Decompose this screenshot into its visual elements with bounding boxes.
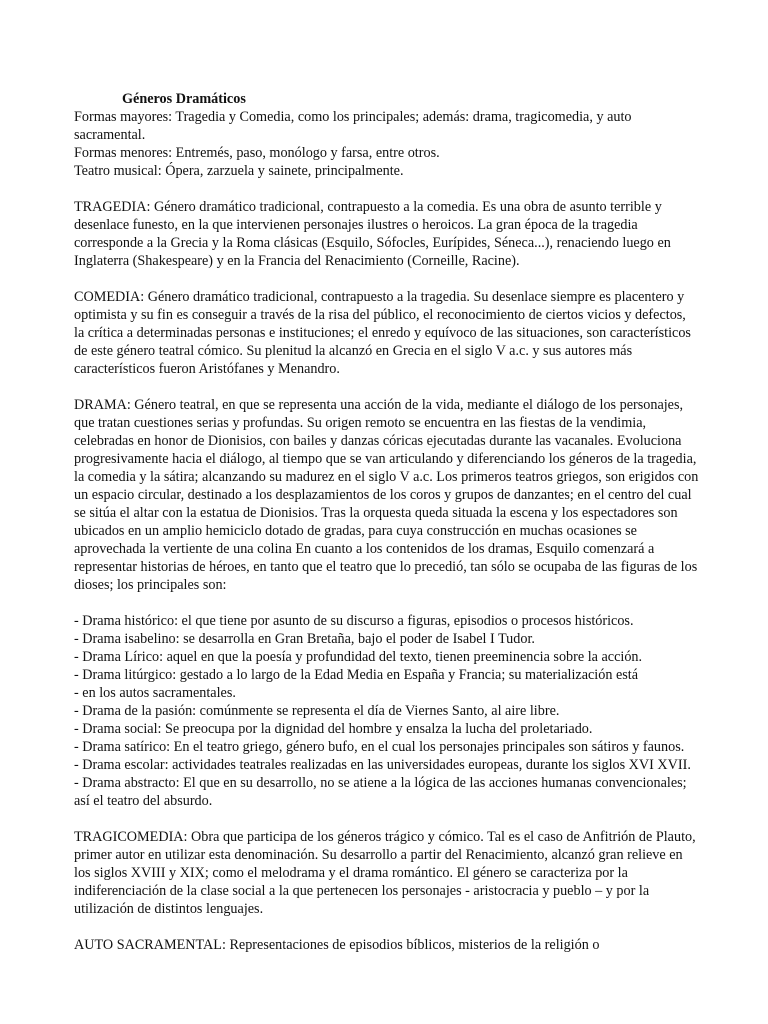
intro-line-teatro-musical: Teatro musical: Ópera, zarzuela y sainete, principalmente. [74,163,404,179]
list-item: - Drama histórico: el que tiene por asunto de su discurso a figuras, episodios o procesos históricos. [74,613,634,629]
paragraph-gap [74,270,699,288]
list-item: - en los autos sacramentales. [74,685,236,701]
paragraph-gap [74,918,699,936]
intro-line-formas-menores: Formas menores: Entremés, paso, monólogo y farsa, entre otros. [74,145,440,161]
intro-line-formas-mayores: Formas mayores: Tragedia y Comedia, como los principales; además: drama, tragicomedia, y auto sacramental. [74,109,632,143]
paragraph-tragicomedia: TRAGICOMEDIA: Obra que participa de los géneros trágico y cómico. Tal es el caso de Anfitrión de Plauto, primer autor en utilizar esta denominación. Su desarrollo a partir del Renacimiento, alcanzó gran relieve en los siglos XVIII y XIX; como el melodrama y el drama romántico. El género se caracteriza por la indiferenciación de la clase social a la que pertenecen los personajes - aristocracia y pueblo – y por la utilización de distintos lenguajes. [74,829,696,917]
list-item: - Drama de la pasión: comúnmente se representa el día de Viernes Santo, al aire libre. [74,703,560,719]
paragraph-auto-sacramental: AUTO SACRAMENTAL: Representaciones de episodios bíblicos, misterios de la religión o [74,937,600,953]
document-page [74,90,699,954]
paragraph-gap [74,810,699,828]
list-item: - Drama isabelino: se desarrolla en Gran Bretaña, bajo el poder de Isabel I Tudor. [74,631,535,647]
list-item: - Drama litúrgico: gestado a lo largo de la Edad Media en España y Francia; su materialización está [74,667,639,683]
list-item: - Drama social: Se preocupa por la dignidad del hombre y ensalza la lucha del proletariado. [74,721,593,737]
document-title: Géneros Dramáticos [122,91,246,107]
list-item: - Drama abstracto: El que en su desarrollo, no se atiene a la lógica de las acciones humanas convencionales; así el teatro del absurdo. [74,775,687,809]
paragraph-comedia: COMEDIA: Género dramático tradicional, contrapuesto a la tragedia. Su desenlace siempre es placentero y optimista y su fin es conseguir a través de la risa del público, el reconocimiento de ciertos vicios y defectos, la crítica a determinadas personas e instituciones; el enredo y equívoco de las situaciones, son característicos de este género teatral cómico. Su plenitud la alcanzó en Grecia en el siglo V a.c. y sus autores más característicos fueron Aristófanes y Menandro. [74,289,691,377]
paragraph-gap [74,594,699,612]
drama-types-list [74,612,699,810]
paragraph-drama: DRAMA: Género teatral, en que se representa una acción de la vida, mediante el diálogo de los personajes, que tratan cuestiones serias y profundas. Su origen remoto se encuentra en las fiestas de la vendimia, celebradas en honor de Dionisios, con bailes y danzas córicas ejecutadas durante las vacanales. Evoluciona progresivamente hacia el diálogo, al tiempo que se van articulando y diferenciando los géneros de la tragedia, la comedia y la sátira; alcanzando su madurez en el siglo V a.c. Los primeros teatros griegos, son erigidos con un espacio circular, destinado a los desplazamientos de los coros y grupos de danzantes; en el centro del cual se sitúa el altar con la estatua de Dionisios. Tras la orquesta queda situada la escena y los espectadores son ubicados en un amplio hemiciclo dotado de gradas, para cuya construcción en muchas ocasiones se aprovechada la vertiente de una colina En cuanto a los contenidos de los dramas, Esquilo comenzará a representar historias de héroes, en tanto que el teatro que lo precedió, tan sólo se ocupaba de las figuras de los dioses; los principales son: [74,397,699,593]
list-item: - Drama escolar: actividades teatrales realizadas en las universidades europeas, durante los siglos XVI XVII. [74,757,691,773]
paragraph-gap [74,378,699,396]
paragraph-tragedia: TRAGEDIA: Género dramático tradicional, contrapuesto a la comedia. Es una obra de asunto terrible y desenlace funesto, en la que intervienen personajes ilustres o heroicos. La gran época de la tragedia corresponde a la Grecia y la Roma clásicas (Esquilo, Sófocles, Eurípides, Séneca...), renaciendo luego en Inglaterra (Shakespeare) y en la Francia del Renacimiento (Corneille, Racine). [74,199,671,269]
list-item: - Drama satírico: En el teatro griego, género bufo, en el cual los personajes principales son sátiros y faunos. [74,739,685,755]
paragraph-gap [74,180,699,198]
list-item: - Drama Lírico: aquel en que la poesía y profundidad del texto, tienen preeminencia sobre la acción. [74,649,643,665]
